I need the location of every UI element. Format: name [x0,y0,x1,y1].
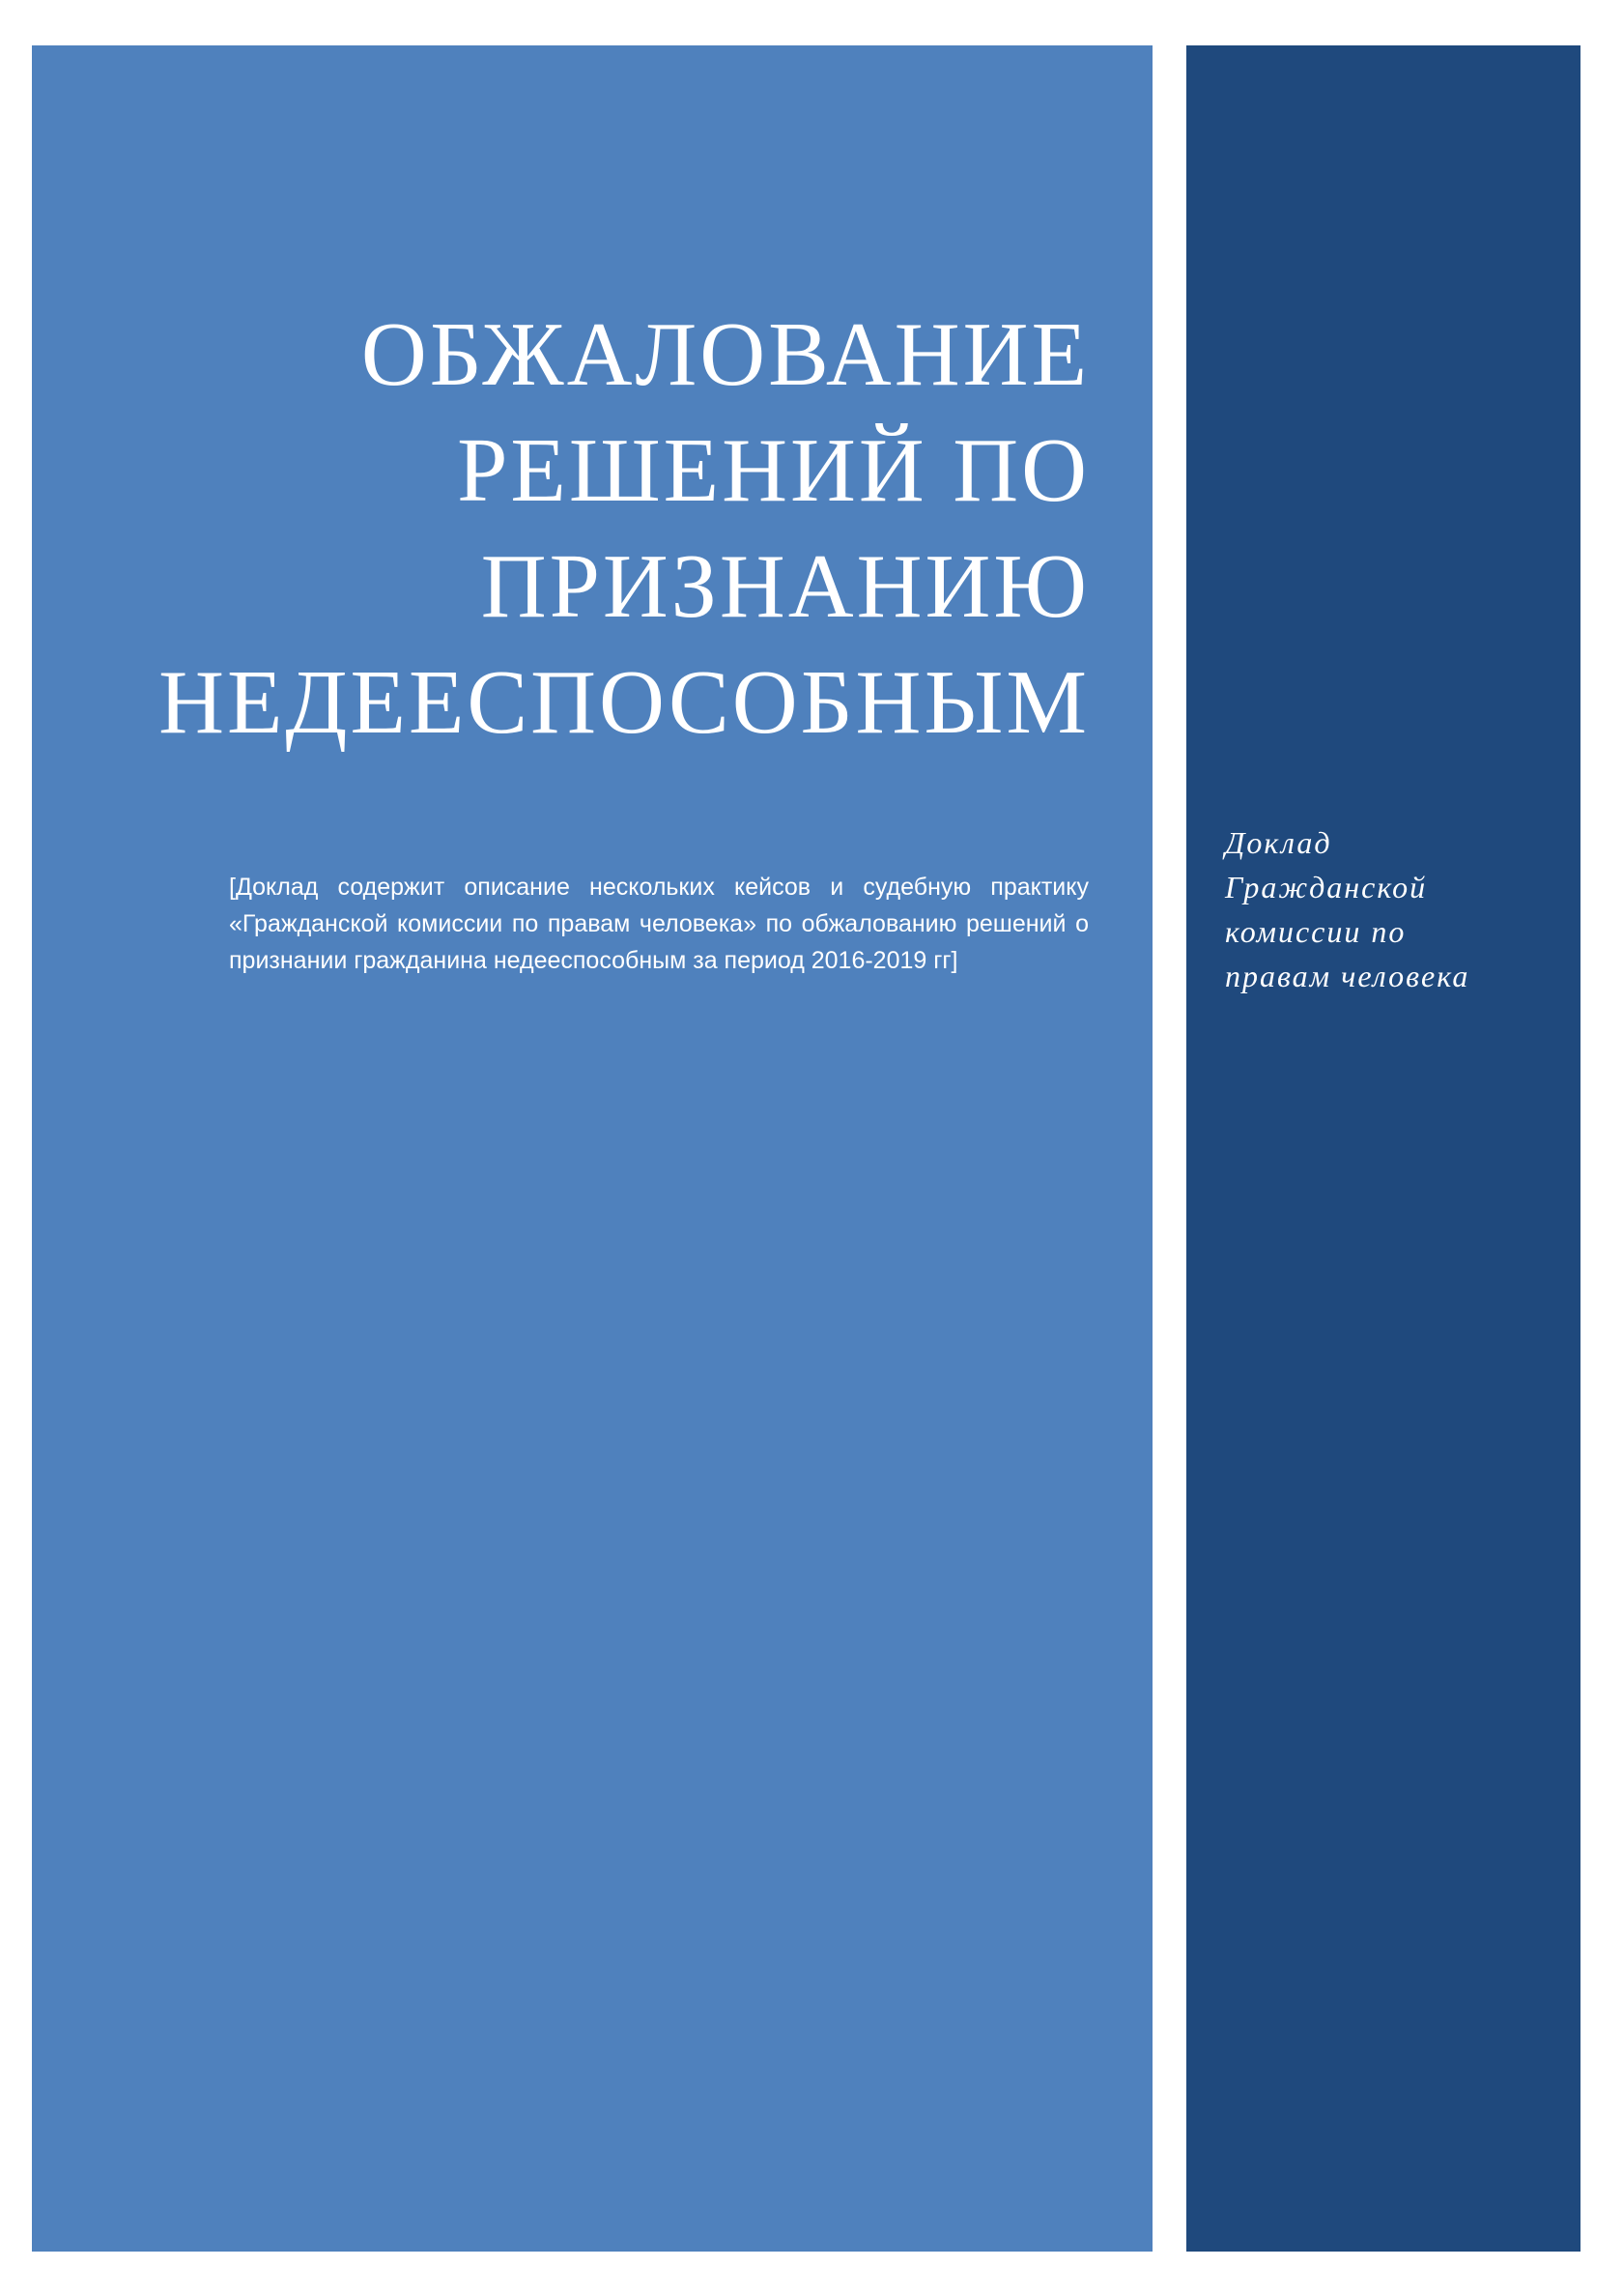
title-line: ПРИЗНАНИЮ [480,536,1090,637]
title-line: РЕШЕНИЙ ПО [457,420,1090,521]
subtitle-line: Доклад [1225,825,1332,860]
title-line: НЕДЕЕСПОСОБНЫМ [158,652,1090,753]
subtitle-line: комиссии по [1225,914,1407,949]
document-title [104,297,1090,761]
document-abstract: [Доклад содержит описание нескольких кейсов и судебную практику «Гражданской комиссии по правам человека» по обжалованию решений о признании гражданина недееспособным за период 2016-2019 гг] [229,874,1089,974]
title-line: ОБЖАЛОВАНИЕ [360,304,1090,405]
side-cover-panel [1186,45,1580,2252]
subtitle-line: правам человека [1225,959,1470,993]
main-cover-panel [32,45,1153,2252]
subtitle-line: Гражданской [1225,870,1428,904]
document-subtitle [1225,820,1553,998]
